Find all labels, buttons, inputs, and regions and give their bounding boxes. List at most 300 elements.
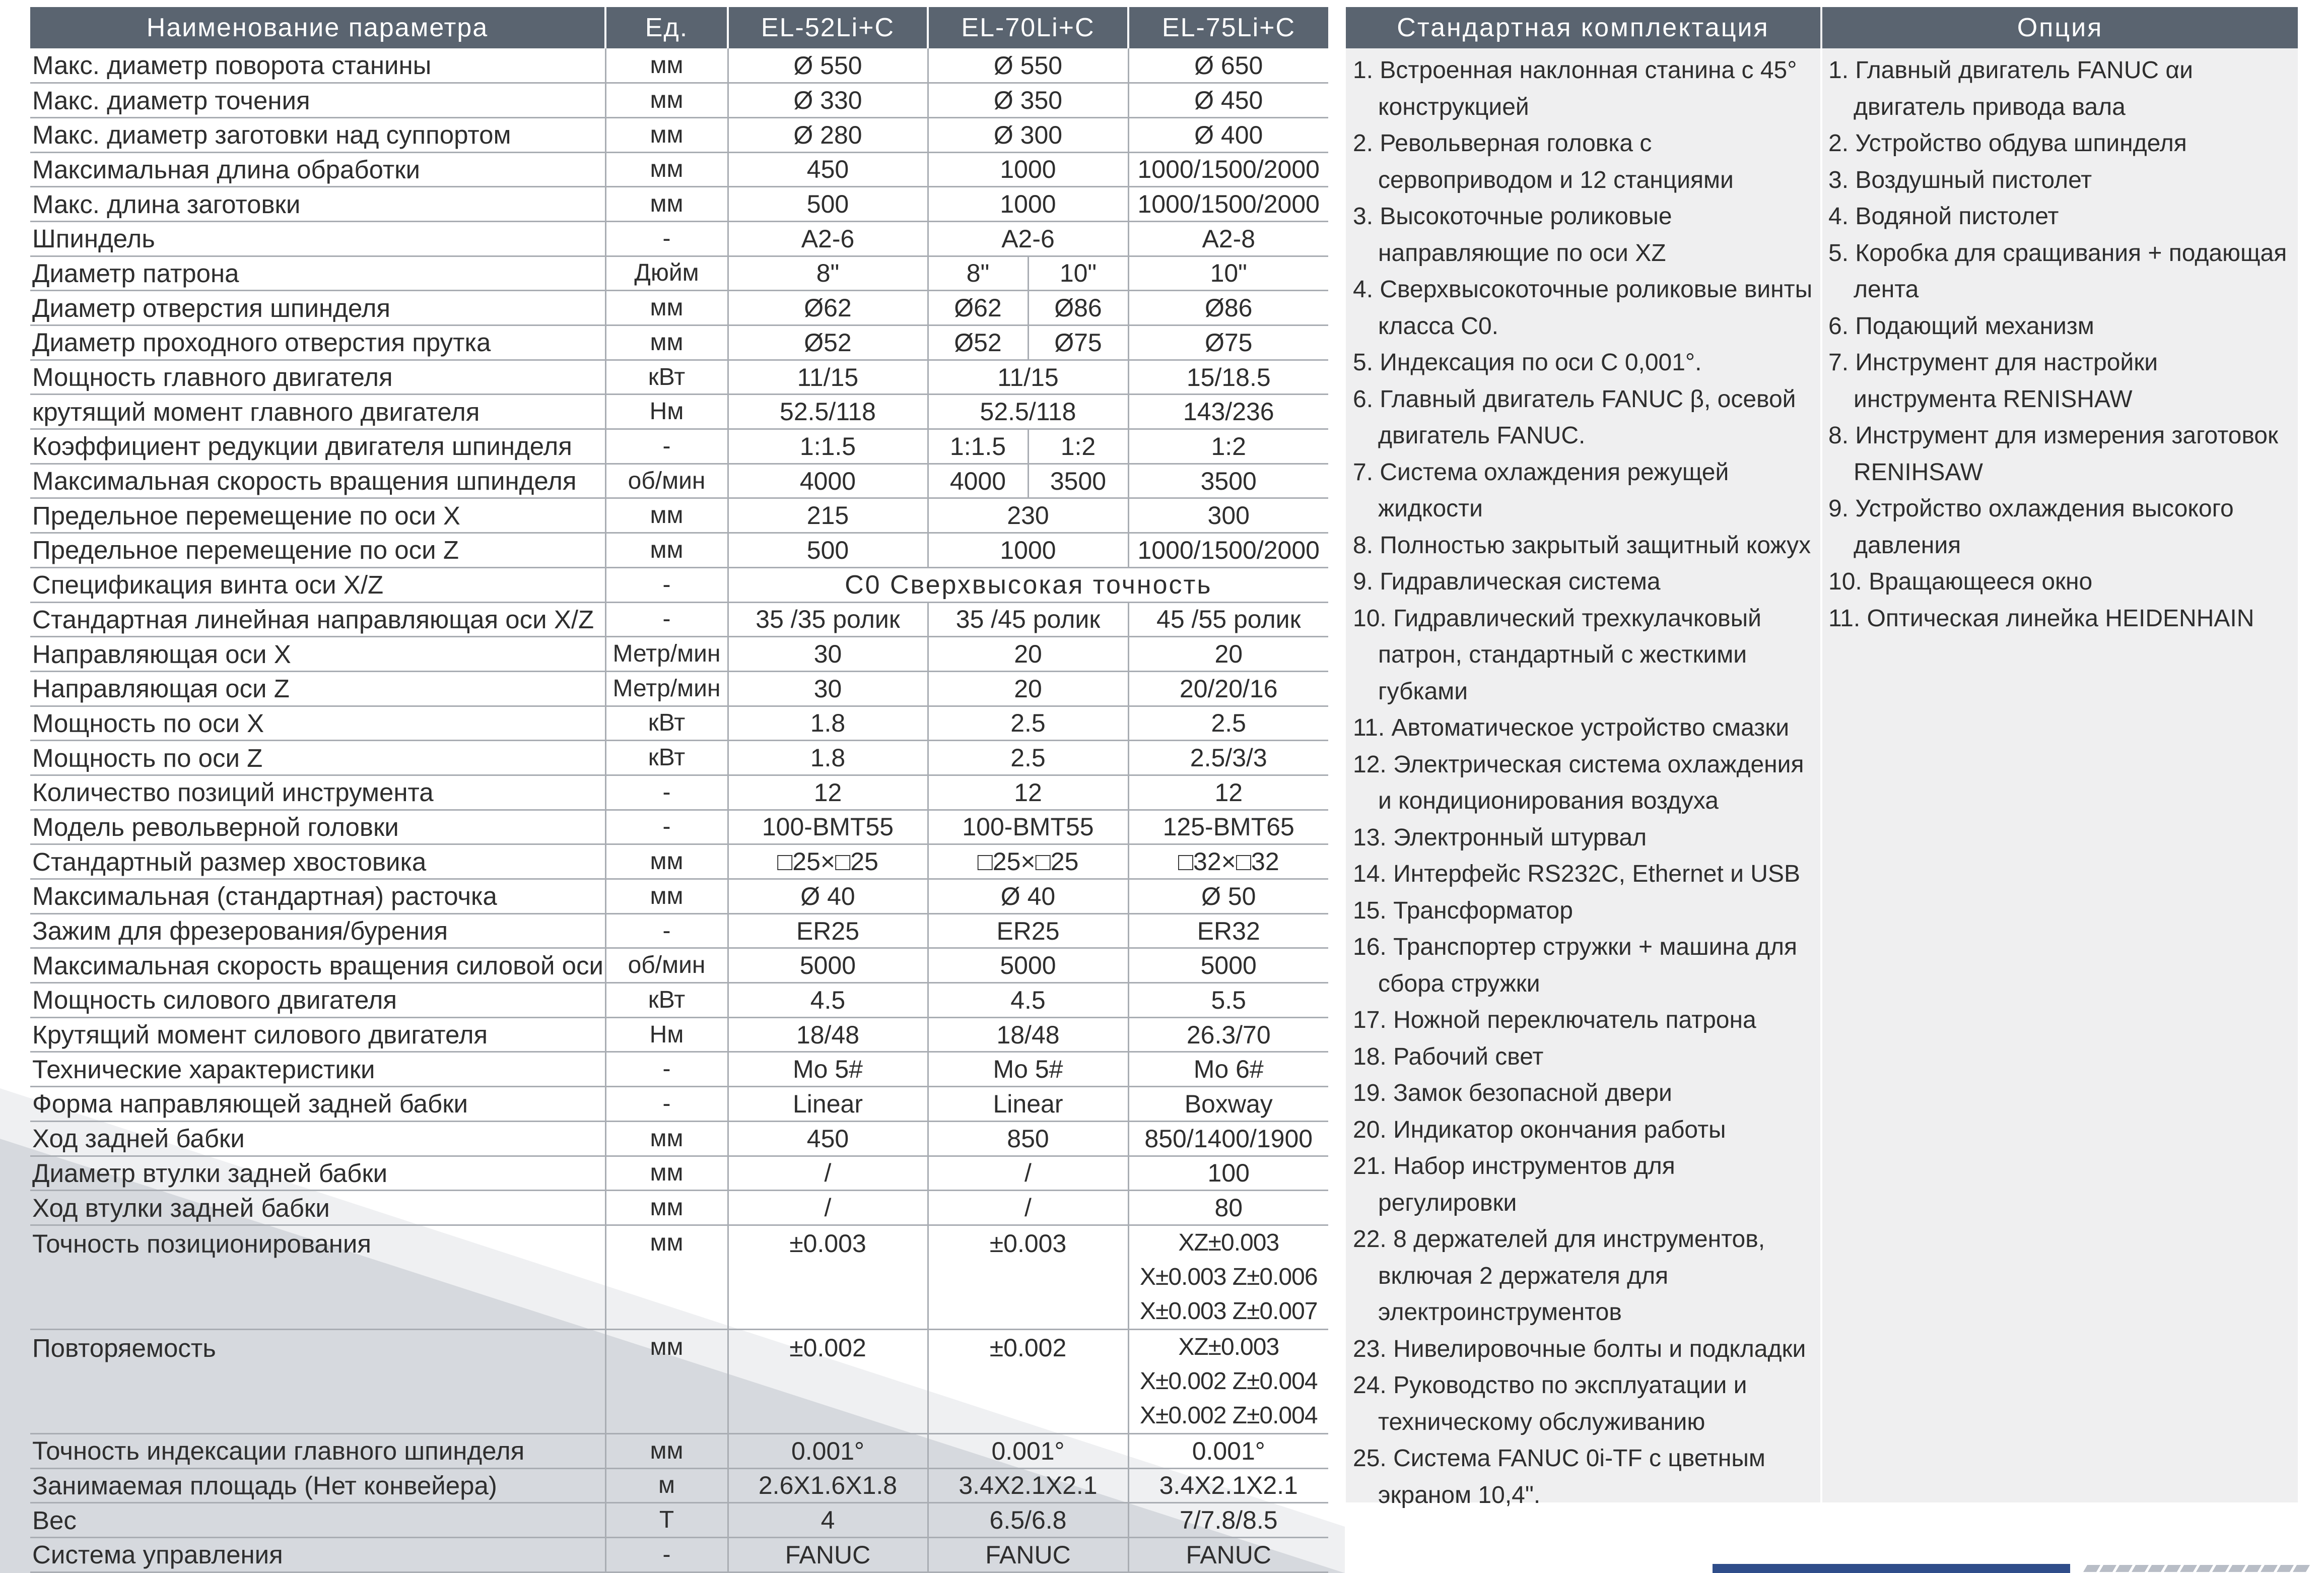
value-el70: ER25 xyxy=(928,913,1128,948)
value-el70: 1000 xyxy=(928,187,1128,222)
value-el52: A2-6 xyxy=(728,221,928,256)
spec-table xyxy=(30,7,1328,1573)
param-name: Направляющая оси X xyxy=(30,637,605,672)
value-el52: ±0.003 xyxy=(728,1225,928,1329)
param-name: Предельное перемещение по оси Z xyxy=(30,533,605,568)
value-el75 xyxy=(1128,1329,1328,1433)
value-el52: 4.5 xyxy=(728,983,928,1018)
options-title: Опция xyxy=(1822,7,2298,48)
value-el75: Boxway xyxy=(1128,1087,1328,1122)
value-el75-line: X±0.002 Z±0.004 xyxy=(1139,1402,1318,1429)
param-name: Максимальная (стандартная) расточка xyxy=(30,879,605,914)
spec-row xyxy=(30,1087,1328,1122)
value-el70-variant: 8" xyxy=(929,257,1029,290)
value-el75: 850/1400/1900 xyxy=(1128,1121,1328,1156)
option-item: 5. Коробка для сращивания + подающая лента xyxy=(1828,239,2287,303)
header-model-el75: EL-75Li+C xyxy=(1128,7,1328,48)
value-el70 xyxy=(928,256,1128,291)
spec-row xyxy=(30,1121,1328,1156)
value-el70: 35 /45 ролик xyxy=(928,602,1128,637)
value-el75: 5.5 xyxy=(1128,983,1328,1018)
value-el70: 1000 xyxy=(928,533,1128,568)
spec-row xyxy=(30,602,1328,637)
spec-header-row xyxy=(30,7,1328,48)
value-el70: 3.4X2.1X2.1 xyxy=(928,1468,1128,1503)
value-el52: 450 xyxy=(728,152,928,187)
value-el52: 450 xyxy=(728,1121,928,1156)
value-el75 xyxy=(1128,1225,1328,1329)
param-unit: мм xyxy=(605,1121,728,1156)
param-name: Точность позиционирования xyxy=(30,1225,605,1329)
value-el70: 5000 xyxy=(928,948,1128,983)
value-el70-variant: Ø62 xyxy=(929,291,1029,324)
value-el75: 20 xyxy=(1128,637,1328,672)
param-name: Спецификация винта оси X/Z xyxy=(30,567,605,602)
value-el70-variant: 3500 xyxy=(1050,467,1107,495)
options-list xyxy=(1828,52,2292,637)
standard-equipment-item: 20. Индикатор окончания работы xyxy=(1353,1116,1726,1143)
param-unit: T xyxy=(605,1503,728,1538)
standard-equipment-item: 10. Гидравлический трехкулачковый патрон, стандартный с жесткими губками xyxy=(1353,605,1761,705)
value-el52: / xyxy=(728,1191,928,1225)
standard-equipment-item: 4. Сверхвысокоточные роликовые винты класса C0. xyxy=(1353,276,1813,340)
param-unit: мм xyxy=(605,879,728,914)
value-el52: 0.001° xyxy=(728,1433,928,1468)
value-el70: / xyxy=(928,1156,1128,1191)
param-name: Мощность силового двигателя xyxy=(30,983,605,1018)
spec-row xyxy=(30,1537,1328,1572)
value-el75: Ø 650 xyxy=(1128,48,1328,83)
value-el52: 30 xyxy=(728,637,928,672)
option-item: 3. Воздушный пистолет xyxy=(1828,166,2092,193)
param-name: Диаметр отверстия шпинделя xyxy=(30,291,605,325)
value-el52: 2.6X1.6X1.8 xyxy=(728,1468,928,1503)
spec-row xyxy=(30,325,1328,360)
value-el75: 3500 xyxy=(1128,464,1328,498)
spec-row xyxy=(30,1433,1328,1468)
standard-equipment-item: 1. Встроенная наклонная станина с 45° конструкцией xyxy=(1353,57,1797,120)
standard-equipment-item: 3. Высокоточные роликовые направляющие по оси XZ xyxy=(1353,203,1672,267)
standard-equipment-item: 25. Система FANUC 0i-TF с цветным экраном 10,4". xyxy=(1353,1445,1765,1509)
spec-row xyxy=(30,1468,1328,1503)
value-el75: 80 xyxy=(1128,1191,1328,1225)
value-el70: 20 xyxy=(928,637,1128,672)
value-el75: □32×□32 xyxy=(1128,844,1328,879)
value-el70: Ø 40 xyxy=(928,879,1128,914)
value-el70 xyxy=(928,464,1128,498)
param-unit: мм xyxy=(605,1225,728,1329)
spec-row xyxy=(30,810,1328,844)
standard-equipment-item: 2. Револьверная головка с сервоприводом и 12 станциями xyxy=(1353,130,1734,193)
param-name: Диаметр патрона xyxy=(30,256,605,291)
header-model-el70: EL-70Li+C xyxy=(928,7,1128,48)
param-unit: - xyxy=(605,1087,728,1122)
param-name: Ход задней бабки xyxy=(30,1121,605,1156)
spec-row xyxy=(30,1017,1328,1052)
spec-row xyxy=(30,1052,1328,1087)
param-name: Шпиндель xyxy=(30,221,605,256)
value-el75: 0.001° xyxy=(1128,1433,1328,1468)
standard-equipment-item: 24. Руководство по эксплуатации и техническому обслуживанию xyxy=(1353,1372,1747,1435)
value-el75: Ø 400 xyxy=(1128,117,1328,152)
param-unit: - xyxy=(605,429,728,464)
spec-row xyxy=(30,360,1328,395)
param-unit: м xyxy=(605,1468,728,1503)
standard-equipment-item: 15. Трансформатор xyxy=(1353,897,1573,924)
value-el70-variant: Ø52 xyxy=(929,326,1029,359)
option-item: 11. Оптическая линейка HEIDENHAIN xyxy=(1828,605,2254,632)
value-el70 xyxy=(928,429,1128,464)
param-unit: - xyxy=(605,602,728,637)
value-el52: 1.8 xyxy=(728,706,928,741)
value-el75: 300 xyxy=(1128,498,1328,533)
value-el52: 500 xyxy=(728,187,928,222)
standard-equipment-title: Стандартная комплектация xyxy=(1346,7,1820,48)
equipment-panel xyxy=(1346,7,2298,1509)
param-unit: мм xyxy=(605,1156,728,1191)
value-el75: Ø 50 xyxy=(1128,879,1328,914)
param-unit: мм xyxy=(605,117,728,152)
value-el70-variant: 1:1.5 xyxy=(929,430,1029,463)
value-el75-line: X±0.003 Z±0.007 xyxy=(1139,1297,1318,1325)
param-name: Повторяемость xyxy=(30,1329,605,1433)
value-el52: ±0.002 xyxy=(728,1329,928,1433)
option-item: 6. Подающий механизм xyxy=(1828,312,2094,340)
standard-equipment-item: 11. Автоматическое устройство смазки xyxy=(1353,714,1790,741)
spec-row xyxy=(30,1503,1328,1538)
option-item: 1. Главный двигатель FANUC αи двигатель привода вала xyxy=(1828,57,2193,120)
param-unit: мм xyxy=(605,844,728,879)
spec-row xyxy=(30,1329,1328,1433)
value-el75: 10" xyxy=(1128,256,1328,291)
value-el70: 2.5 xyxy=(928,706,1128,741)
spec-row xyxy=(30,1191,1328,1225)
spec-row xyxy=(30,256,1328,291)
value-el75: 45 /55 ролик xyxy=(1128,602,1328,637)
accent-bar xyxy=(1713,1564,2070,1573)
spec-row xyxy=(30,498,1328,533)
param-name: Количество позиций инструмента xyxy=(30,775,605,810)
value-el52: 12 xyxy=(728,775,928,810)
param-unit: мм xyxy=(605,291,728,325)
spec-row xyxy=(30,913,1328,948)
value-el70: 11/15 xyxy=(928,360,1128,395)
param-name: Технические характеристики xyxy=(30,1052,605,1087)
spec-row xyxy=(30,671,1328,706)
value-el75: Ø86 xyxy=(1128,291,1328,325)
spec-row xyxy=(30,117,1328,152)
value-el52: 5000 xyxy=(728,948,928,983)
param-name: Мощность по оси X xyxy=(30,706,605,741)
param-name: Зажим для фрезерования/бурения xyxy=(30,913,605,948)
value-el75: 2.5/3/3 xyxy=(1128,741,1328,775)
value-el75: A2-8 xyxy=(1128,221,1328,256)
value-el70: □25×□25 xyxy=(928,844,1128,879)
value-el70: 12 xyxy=(928,775,1128,810)
value-el75: ER32 xyxy=(1128,913,1328,948)
param-unit: мм xyxy=(605,83,728,118)
spec-row xyxy=(30,291,1328,325)
value-el75: 1000/1500/2000 xyxy=(1128,533,1328,568)
param-unit: - xyxy=(605,1537,728,1572)
param-name: Диаметр проходного отверстия прутка xyxy=(30,325,605,360)
param-name: Направляющая оси Z xyxy=(30,671,605,706)
value-el52: 1:1.5 xyxy=(728,429,928,464)
param-name: Крутящий момент силового двигателя xyxy=(30,1017,605,1052)
value-el75: 143/236 xyxy=(1128,395,1328,429)
param-unit: Нм xyxy=(605,1017,728,1052)
value-el70: 2.5 xyxy=(928,741,1128,775)
param-unit: - xyxy=(605,810,728,844)
param-name: Максимальная скорость вращения шпинделя xyxy=(30,464,605,498)
param-name: Мощность главного двигателя xyxy=(30,360,605,395)
standard-equipment-item: 5. Индексация по оси C 0,001°. xyxy=(1353,349,1702,376)
standard-equipment-item: 12. Электрическая система охлаждения и кондиционирования воздуха xyxy=(1353,751,1804,814)
value-el75: Ø 450 xyxy=(1128,83,1328,118)
value-el75: 20/20/16 xyxy=(1128,671,1328,706)
standard-equipment-item: 17. Ножной переключатель патрона xyxy=(1353,1007,1756,1033)
spec-row xyxy=(30,637,1328,672)
value-el70 xyxy=(928,291,1128,325)
value-el52: ER25 xyxy=(728,913,928,948)
value-el70: ±0.003 xyxy=(928,1225,1128,1329)
value-el52: 52.5/118 xyxy=(728,395,928,429)
spec-row xyxy=(30,48,1328,83)
standard-equipment-list xyxy=(1353,52,1819,1514)
param-name: Стандартный размер хвостовика xyxy=(30,844,605,879)
standard-equipment-item: 8. Полностью закрытый защитный кожух xyxy=(1353,532,1811,559)
value-el75: 3.4X2.1X2.1 xyxy=(1128,1468,1328,1503)
value-el52: 30 xyxy=(728,671,928,706)
value-el70: 18/48 xyxy=(928,1017,1128,1052)
value-el52: □25×□25 xyxy=(728,844,928,879)
value-el75: Mo 6# xyxy=(1128,1052,1328,1087)
panel-divider xyxy=(1820,48,1822,1502)
value-el70 xyxy=(928,325,1128,360)
param-unit: - xyxy=(605,567,728,602)
value-el52: FANUC xyxy=(728,1537,928,1572)
spec-row xyxy=(30,775,1328,810)
value-el52: 4 xyxy=(728,1503,928,1538)
value-el70: Ø 350 xyxy=(928,83,1128,118)
value-el52: Ø 550 xyxy=(728,48,928,83)
value-el52: C0 Сверхвысокая точность xyxy=(728,567,1328,602)
spec-row xyxy=(30,533,1328,568)
standard-equipment-item: 16. Транспортер стружки + машина для сбора стружки xyxy=(1353,934,1797,997)
value-el70: 100-BMT55 xyxy=(928,810,1128,844)
param-name: Максимальная скорость вращения силовой оси xyxy=(30,948,605,983)
value-el75: 1000/1500/2000 xyxy=(1128,152,1328,187)
param-unit: мм xyxy=(605,498,728,533)
value-el70-variant: 1:2 xyxy=(1060,432,1096,461)
value-el70: FANUC xyxy=(928,1537,1128,1572)
spec-row xyxy=(30,741,1328,775)
value-el52: 500 xyxy=(728,533,928,568)
param-unit: мм xyxy=(605,48,728,83)
value-el70: Mo 5# xyxy=(928,1052,1128,1087)
param-name: Предельное перемещение по оси X xyxy=(30,498,605,533)
value-el52: 8" xyxy=(728,256,928,291)
param-name: Занимаемая площадь (Нет конвейера) xyxy=(30,1468,605,1503)
value-el70: / xyxy=(928,1191,1128,1225)
param-unit: кВт xyxy=(605,983,728,1018)
header-model-el52: EL-52Li+C xyxy=(728,7,928,48)
standard-equipment-item: 6. Главный двигатель FANUC β, осевой двигатель FANUC. xyxy=(1353,385,1796,449)
option-item: 9. Устройство охлаждения высокого давления xyxy=(1828,495,2234,559)
value-el75: Ø75 xyxy=(1128,325,1328,360)
spec-row xyxy=(30,83,1328,118)
param-unit: об/мин xyxy=(605,464,728,498)
param-unit: мм xyxy=(605,187,728,222)
value-el70-variant: 4000 xyxy=(929,465,1029,498)
option-item: 8. Инструмент для измерения заготовок RENIHSAW xyxy=(1828,422,2278,486)
standard-equipment-item: 22. 8 держателей для инструментов, включая 2 держателя для электроинструментов xyxy=(1353,1226,1765,1326)
param-unit: кВт xyxy=(605,741,728,775)
value-el70: ±0.002 xyxy=(928,1329,1128,1433)
standard-equipment-item: 14. Интерфейс RS232C, Ethernet и USB xyxy=(1353,861,1800,887)
value-el75-line: X±0.002 Z±0.004 xyxy=(1139,1367,1318,1395)
spec-row xyxy=(30,706,1328,741)
param-name: Макс. длина заготовки xyxy=(30,187,605,222)
param-unit: Метр/мин xyxy=(605,671,728,706)
option-item: 4. Водяной пистолет xyxy=(1828,203,2059,230)
value-el70: Ø 300 xyxy=(928,117,1128,152)
spec-row xyxy=(30,983,1328,1018)
param-unit: - xyxy=(605,913,728,948)
spec-row xyxy=(30,221,1328,256)
value-el52: 11/15 xyxy=(728,360,928,395)
param-unit: - xyxy=(605,221,728,256)
value-el52: Ø 280 xyxy=(728,117,928,152)
standard-equipment-item: 7. Система охлаждения режущей жидкости xyxy=(1353,458,1729,522)
param-unit: кВт xyxy=(605,360,728,395)
param-unit: Дюйм xyxy=(605,256,728,291)
spec-row xyxy=(30,187,1328,222)
param-unit: Метр/мин xyxy=(605,637,728,672)
option-item: 7. Инструмент для настройки инструмента RENISHAW xyxy=(1828,349,2158,413)
value-el70: Linear xyxy=(928,1087,1128,1122)
value-el75: 125-BMT65 xyxy=(1128,810,1328,844)
value-el70: 230 xyxy=(928,498,1128,533)
spec-table-body xyxy=(30,48,1328,1572)
param-unit: мм xyxy=(605,1329,728,1433)
spec-row xyxy=(30,395,1328,429)
value-el75: 1000/1500/2000 xyxy=(1128,187,1328,222)
header-unit: Ед. xyxy=(605,7,728,48)
value-el75: 5000 xyxy=(1128,948,1328,983)
value-el52: Ø 330 xyxy=(728,83,928,118)
param-unit: кВт xyxy=(605,706,728,741)
value-el52: / xyxy=(728,1156,928,1191)
param-name: Точность индексации главного шпинделя xyxy=(30,1433,605,1468)
spec-row xyxy=(30,152,1328,187)
value-el52: 35 /35 ролик xyxy=(728,602,928,637)
value-el52: Linear xyxy=(728,1087,928,1122)
param-unit: мм xyxy=(605,533,728,568)
value-el70: Ø 550 xyxy=(928,48,1128,83)
value-el75-line: XZ±0.003 xyxy=(1178,1229,1279,1256)
value-el75: 12 xyxy=(1128,775,1328,810)
value-el70: 0.001° xyxy=(928,1433,1128,1468)
spec-row xyxy=(30,1156,1328,1191)
value-el70: A2-6 xyxy=(928,221,1128,256)
value-el75: 15/18.5 xyxy=(1128,360,1328,395)
value-el75: FANUC xyxy=(1128,1537,1328,1572)
value-el70: 6.5/6.8 xyxy=(928,1503,1128,1538)
value-el75-line: X±0.003 Z±0.006 xyxy=(1139,1263,1318,1290)
value-el75: 1:2 xyxy=(1128,429,1328,464)
spec-row xyxy=(30,429,1328,464)
value-el75: 2.5 xyxy=(1128,706,1328,741)
value-el75-line: XZ±0.003 xyxy=(1178,1333,1279,1360)
param-unit: мм xyxy=(605,1191,728,1225)
spec-row xyxy=(30,948,1328,983)
param-name: Макс. диаметр поворота станины xyxy=(30,48,605,83)
value-el70: 850 xyxy=(928,1121,1128,1156)
value-el52: 18/48 xyxy=(728,1017,928,1052)
spec-row xyxy=(30,879,1328,914)
param-name: Мощность по оси Z xyxy=(30,741,605,775)
option-item: 2. Устройство обдува шпинделя xyxy=(1828,130,2187,157)
param-name: Максимальная длина обработки xyxy=(30,152,605,187)
value-el70: 52.5/118 xyxy=(928,395,1128,429)
param-name: Диаметр втулки задней бабки xyxy=(30,1156,605,1191)
standard-equipment-item: 18. Рабочий свет xyxy=(1353,1043,1544,1070)
param-name: Ход втулки задней бабки xyxy=(30,1191,605,1225)
value-el52: Ø 40 xyxy=(728,879,928,914)
standard-equipment-item: 23. Нивелировочные болты и подкладки xyxy=(1353,1335,1806,1362)
param-unit: мм xyxy=(605,1433,728,1468)
value-el52: Mo 5# xyxy=(728,1052,928,1087)
param-unit: мм xyxy=(605,325,728,360)
value-el70: 4.5 xyxy=(928,983,1128,1018)
param-name: Макс. диаметр точения xyxy=(30,83,605,118)
standard-equipment-item: 13. Электронный штурвал xyxy=(1353,824,1647,851)
value-el70-variant: 10" xyxy=(1059,259,1097,288)
param-name: крутящий момент главного двигателя xyxy=(30,395,605,429)
param-unit: - xyxy=(605,1052,728,1087)
value-el52: Ø62 xyxy=(728,291,928,325)
value-el70-variant: Ø75 xyxy=(1054,328,1102,357)
option-item: 10. Вращающееся окно xyxy=(1828,568,2093,595)
param-unit: - xyxy=(605,775,728,810)
value-el70-variant: Ø86 xyxy=(1054,294,1102,322)
param-name: Вес xyxy=(30,1503,605,1538)
value-el70: 1000 xyxy=(928,152,1128,187)
param-name: Система управления xyxy=(30,1537,605,1572)
value-el75: 7/7.8/8.5 xyxy=(1128,1503,1328,1538)
value-el52: 1.8 xyxy=(728,741,928,775)
param-name: Модель револьверной головки xyxy=(30,810,605,844)
value-el75: 26.3/70 xyxy=(1128,1017,1328,1052)
param-unit: Нм xyxy=(605,395,728,429)
value-el52: Ø52 xyxy=(728,325,928,360)
spec-row xyxy=(30,1225,1328,1329)
spec-row xyxy=(30,464,1328,498)
param-name: Макс. диаметр заготовки над суппортом xyxy=(30,117,605,152)
value-el52: 4000 xyxy=(728,464,928,498)
standard-equipment-item: 9. Гидравлическая система xyxy=(1353,568,1661,595)
value-el75: 100 xyxy=(1128,1156,1328,1191)
value-el70: 20 xyxy=(928,671,1128,706)
param-name: Коэффициент редукции двигателя шпинделя xyxy=(30,429,605,464)
header-parameter: Наименование параметра xyxy=(30,7,605,48)
spec-row xyxy=(30,844,1328,879)
standard-equipment-item: 21. Набор инструментов для регулировки xyxy=(1353,1153,1675,1216)
value-el52: 100-BMT55 xyxy=(728,810,928,844)
param-unit: об/мин xyxy=(605,948,728,983)
param-name: Форма направляющей задней бабки xyxy=(30,1087,605,1122)
